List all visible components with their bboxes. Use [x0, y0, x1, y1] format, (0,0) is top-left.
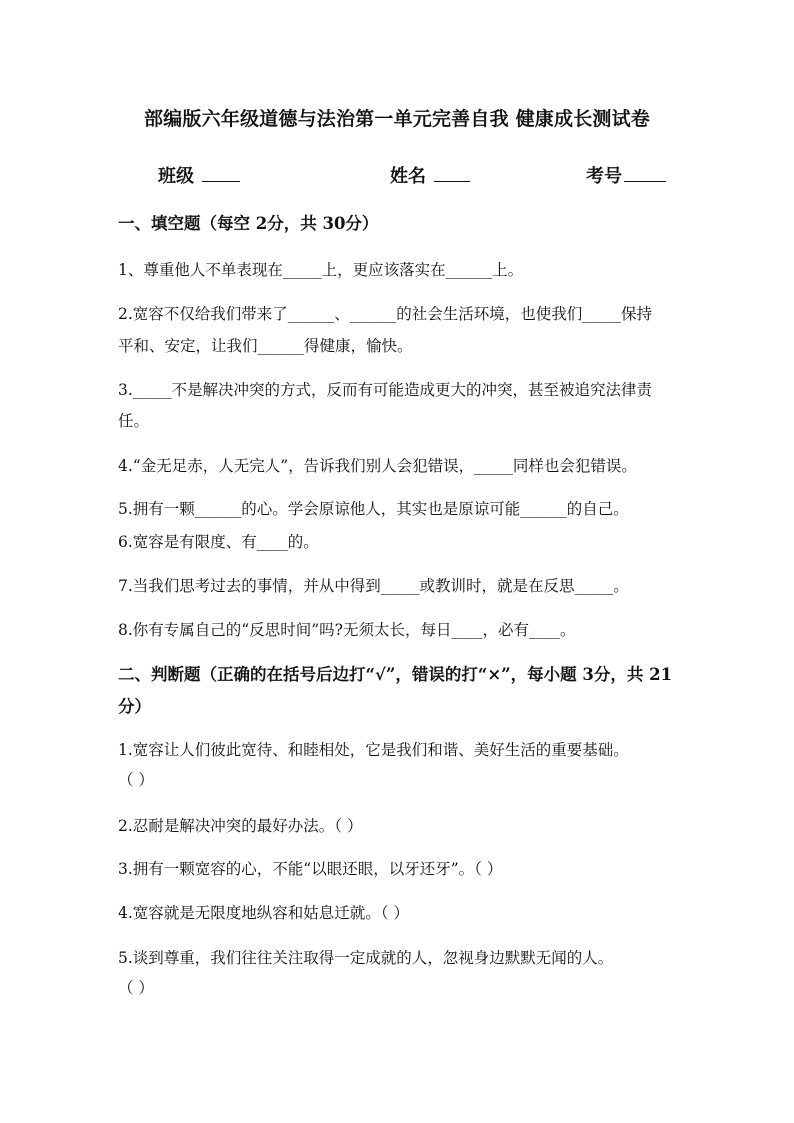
judge-question-1-line1: 1.宽容让人们彼此宽待、和睦相处，它是我们和谐、美好生活的重要基础。 [118, 741, 629, 759]
fill-question-6: 6.宽容是有限度、有____的。 [118, 533, 319, 551]
judge-question-3: 3.拥有一颗宽容的心，不能“以眼还眼，以牙还牙”。（ ） [118, 860, 503, 878]
fill-question-3-line1: 3._____不是解决冲突的方式，反而有可能造成更大的冲突，甚至被追究法律责 [118, 381, 653, 399]
class-label: 班级 [158, 166, 194, 187]
judge-question-5-line1: 5.谈到尊重，我们往往关注取得一定成就的人，忽视身边默默无闻的人。 [118, 949, 614, 967]
number-blank[interactable] [624, 163, 666, 182]
name-field [390, 162, 470, 188]
judge-question-1-answer[interactable]: （ ） [118, 771, 154, 789]
fill-question-3-line2: 任。 [118, 412, 150, 430]
fill-question-2-line1: 2.宽容不仅给我们带来了______、______的社会生活环境，也使我们_____保持 [118, 305, 653, 323]
judge-question-4: 4.宽容就是无限度地纵容和姑息迁就。（ ） [118, 904, 409, 922]
fill-question-4: 4.“金无足赤，人无完人”，告诉我们别人会犯错误，_____同样也会犯错误。 [118, 457, 637, 475]
section2-heading-line2: 分） [118, 697, 151, 716]
judge-question-5-answer[interactable]: （ ） [118, 979, 154, 997]
name-label: 姓名 [390, 166, 426, 187]
class-field [158, 162, 240, 188]
fill-question-2-line2: 平和、安定，让我们______得健康，愉快。 [118, 337, 413, 355]
fill-question-1: 1、尊重他人不单表现在_____上，更应该落实在______上。 [118, 261, 524, 279]
fill-question-7: 7.当我们思考过去的事情，并从中得到_____或教训时，就是在反思_____。 [118, 577, 629, 595]
fill-question-5: 5.拥有一颗______的心。学会原谅他人，其实也是原谅可能______的自己。 [118, 500, 629, 518]
number-field [586, 162, 666, 188]
judge-question-2: 2.忍耐是解决冲突的最好办法。（ ） [118, 817, 363, 835]
section1-heading: 一、填空题（每空 2分，共 30分） [118, 214, 379, 233]
section2-heading-line1: 二、判断题（正确的在括号后边打“√”，错误的打“×”，每小题 3分，共 21 [118, 665, 673, 684]
fill-question-8: 8.你有专属自己的“反思时间”吗?无须太长，每日____，必有____。 [118, 621, 576, 639]
number-label: 考号 [586, 166, 622, 187]
class-blank[interactable] [202, 163, 240, 182]
page-title: 部编版六年级道德与法治第一单元完善自我 健康成长测试卷 [143, 108, 651, 130]
name-blank[interactable] [434, 163, 470, 182]
